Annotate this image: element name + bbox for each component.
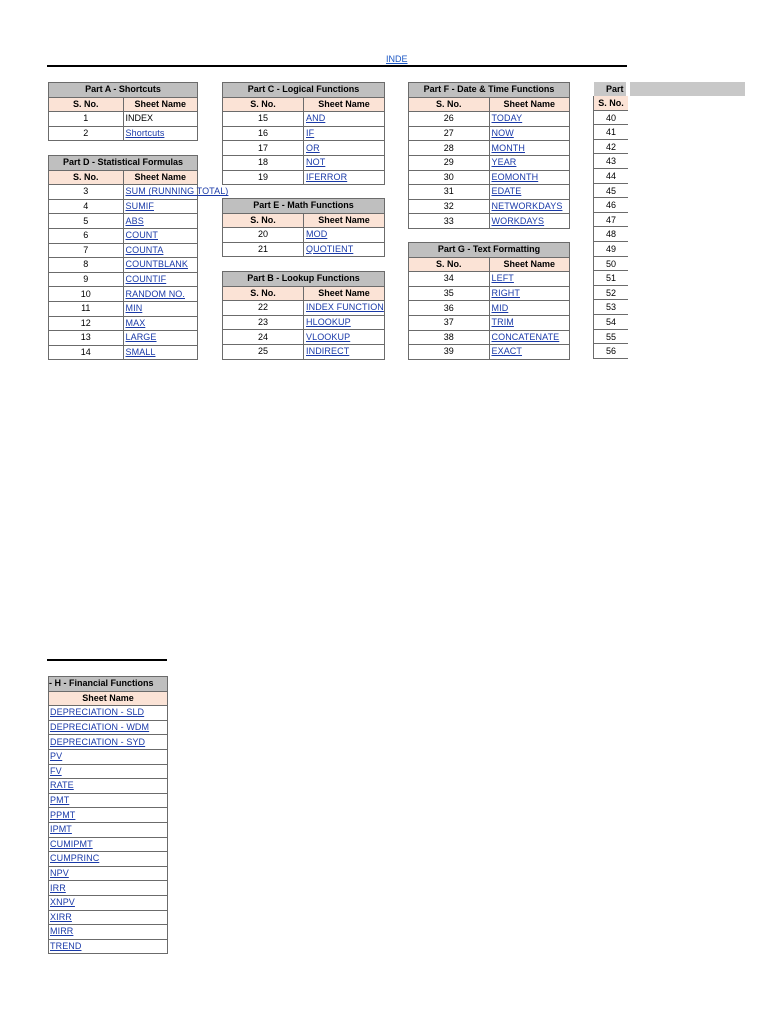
table-header-row [223,213,385,228]
table-row [223,170,385,185]
sheet-name-header: Sheet Name [123,97,198,112]
sno-cell: 19 [223,170,304,185]
sno-cell: 23 [223,315,304,330]
sno-header: S. No. [49,97,124,112]
sno-cell: 1 [49,112,124,127]
table-row [49,866,168,881]
table-part-f [408,82,570,229]
table-row [409,345,570,360]
sno-cell: 13 [49,331,124,346]
table-row [223,141,385,156]
sno-cell: 33 [409,214,490,229]
sno-cell: 10 [49,287,124,302]
table-row [223,330,385,345]
sheet-link-indirect[interactable]: INDIRECT [304,344,385,359]
sno-cell: 12 [49,316,124,331]
sno-cell: 22 [223,301,304,316]
table-row [409,301,570,316]
sno-cell: 2 [49,126,124,141]
table-row [49,793,168,808]
table-header-row [409,97,570,112]
sheet-link-abs[interactable]: ABS [123,214,198,229]
sno-header: S. No. [49,170,124,185]
table-title: Part E - Math Functions [223,199,385,214]
sheet-link-small[interactable]: SMALL [123,345,198,360]
table-title: - H - Financial Functions [49,677,168,692]
sheet-link-concatenate[interactable]: CONCATENATE [489,330,570,345]
table-part-d [48,155,229,360]
sno-cell: 7 [49,243,124,258]
table-row [409,199,570,214]
table-title-row [223,199,385,214]
sheet-link-eomonth[interactable]: EOMONTH [489,170,570,185]
table-header-row [223,286,385,301]
sheet-name-header: Sheet Name [123,170,198,185]
sheet-link-mid[interactable]: MID [489,301,570,316]
top-divider [47,65,627,67]
sno-cell: 26 [409,112,490,127]
table-title: Part D - Statistical Formulas [49,156,198,171]
table-row [49,331,198,346]
sheet-link-counta[interactable]: COUNTA [123,243,198,258]
table-row [49,287,198,302]
table-row [49,735,168,750]
sheet-link-cumipmt[interactable]: CUMIPMT [49,837,168,852]
sheet-link-workdays[interactable]: WORKDAYS [489,214,570,229]
sheet-link-vlookup[interactable]: VLOOKUP [304,330,385,345]
table-row [49,764,168,779]
table-part-h [48,676,168,954]
sno-header: S. No. [223,286,304,301]
partial-sno-column [593,96,628,359]
table-row [49,808,168,823]
sheet-link-xirr[interactable]: XIRR [49,910,168,925]
table-row [49,272,198,287]
sheet-link-exact[interactable]: EXACT [489,345,570,360]
sno-cell: 8 [49,258,124,273]
sno-cell: 49 [594,242,628,257]
table-row [49,126,198,141]
sno-cell: 6 [49,228,124,243]
sheet-link-or[interactable]: OR [304,141,385,156]
sno-cell: 14 [49,345,124,360]
sno-cell: 5 [49,214,124,229]
sno-cell: 37 [409,315,490,330]
sno-cell: 20 [223,228,304,243]
table-title-row [49,677,168,692]
table-row [409,185,570,200]
sheet-link-not[interactable]: NOT [304,155,385,170]
table-part-g [408,242,570,360]
sno-cell: 54 [594,315,628,330]
table-row [223,315,385,330]
sno-header: S. No. [223,97,304,112]
table-row [49,301,198,316]
table-title-row [49,83,198,98]
sheet-link-rate[interactable]: RATE [49,779,168,794]
sheet-link-index-function[interactable]: INDEX FUNCTION [304,301,385,316]
sheet-link-ppmt[interactable]: PPMT [49,808,168,823]
table-row [49,185,198,200]
sheet-link-depreciation-syd[interactable]: DEPRECIATION - SYD [49,735,168,750]
table-row [409,330,570,345]
table-row [409,214,570,229]
table-row [49,199,198,214]
table-row [223,242,385,257]
sheet-name-header: Sheet Name [489,97,570,112]
sno-cell: 42 [594,140,628,155]
sheet-link-hlookup[interactable]: HLOOKUP [304,315,385,330]
sno-cell: 9 [49,272,124,287]
sno-cell: 41 [594,125,628,140]
sheet-name-header: Sheet Name [304,286,385,301]
table-row [49,112,198,127]
table-row [49,895,168,910]
table-header-row [223,97,385,112]
sno-cell: 28 [409,141,490,156]
table-row [409,170,570,185]
table-row [409,141,570,156]
sno-cell: 24 [223,330,304,345]
table-row [409,315,570,330]
sheet-link-sum-running-total[interactable]: SUM (RUNNING TOTAL) [123,185,198,200]
table-row [49,214,198,229]
sno-cell: 4 [49,199,124,214]
table-row [49,925,168,940]
sheet-link-max[interactable]: MAX [123,316,198,331]
sheet-link-npv[interactable]: NPV [49,866,168,881]
sheet-link-large[interactable]: LARGE [123,331,198,346]
table-title: Part C - Logical Functions [223,83,385,98]
table-title-row [223,272,385,287]
sheet-link-index: INDEX [123,112,198,127]
sheet-link-irr[interactable]: IRR [49,881,168,896]
table-row [223,301,385,316]
table-row [49,910,168,925]
sno-header: S. No. [409,97,490,112]
sheet-link-left[interactable]: LEFT [489,272,570,287]
table-row [409,272,570,287]
sno-cell: 16 [223,126,304,141]
table-row [49,720,168,735]
sheet-link-right[interactable]: RIGHT [489,286,570,301]
sheet-name-header: Sheet Name [304,97,385,112]
table-part-b [222,271,385,360]
table-row [49,228,198,243]
table-row [223,228,385,243]
sno-cell: 44 [594,169,628,184]
table-row [223,126,385,141]
right-gray-strip [630,82,745,96]
sno-cell: 56 [594,344,628,359]
table-row [49,316,198,331]
partial-part-title: Part [594,82,626,96]
table-part-c [222,82,385,185]
sno-cell: 21 [223,242,304,257]
table-title-row [49,156,198,171]
table-row [409,155,570,170]
table-row [49,939,168,954]
sno-cell: 45 [594,184,628,199]
sheet-link-trend[interactable]: TREND [49,939,168,954]
table-title: Part G - Text Formatting [409,243,570,258]
sheet-link-count[interactable]: COUNT [123,228,198,243]
sno-cell: 43 [594,154,628,169]
sheet-link-and[interactable]: AND [304,112,385,127]
sno-cell: 40 [594,111,628,126]
table-row [49,837,168,852]
sno-cell: 34 [409,272,490,287]
table-row [49,779,168,794]
table-row [223,344,385,359]
table-row [409,112,570,127]
sheet-link-random-no[interactable]: RANDOM NO. [123,287,198,302]
sno-cell: 50 [594,257,628,272]
sno-cell: 27 [409,126,490,141]
table-part-a [48,82,198,141]
sno-header: S. No. [594,96,628,111]
part-h-divider [47,659,167,661]
sheet-link-depreciation-wdm[interactable]: DEPRECIATION - WDM [49,720,168,735]
sno-cell: 30 [409,170,490,185]
sheet-link-month[interactable]: MONTH [489,141,570,156]
sheet-link-depreciation-sld[interactable]: DEPRECIATION - SLD [49,706,168,721]
sheet-link-year[interactable]: YEAR [489,155,570,170]
sno-cell: 32 [409,199,490,214]
sheet-link-countblank[interactable]: COUNTBLANK [123,258,198,273]
page-title-link[interactable]: INDE [386,54,408,64]
sheet-link-cumprinc[interactable]: CUMPRINC [49,852,168,867]
sheet-link-edate[interactable]: EDATE [489,185,570,200]
table-row [49,881,168,896]
table-row [49,243,198,258]
table-title: Part A - Shortcuts [49,83,198,98]
sno-cell: 47 [594,213,628,228]
sheet-name-header: Sheet Name [304,213,385,228]
table-row [223,112,385,127]
table-row [49,706,168,721]
table-row [49,749,168,764]
table-header-row [409,257,570,272]
sheet-link-quotient[interactable]: QUOTIENT [304,242,385,257]
sno-cell: 38 [409,330,490,345]
sheet-link-pv[interactable]: PV [49,749,168,764]
sheet-link-iferror[interactable]: IFERROR [304,170,385,185]
sno-cell: 46 [594,198,628,213]
table-row [223,155,385,170]
sheet-link-pmt[interactable]: PMT [49,793,168,808]
sheet-link-today[interactable]: TODAY [489,112,570,127]
table-row [49,258,198,273]
table-row [49,852,168,867]
sno-cell: 48 [594,227,628,242]
table-title-row [409,83,570,98]
sno-cell: 11 [49,301,124,316]
sno-cell: 15 [223,112,304,127]
sno-cell: 55 [594,330,628,345]
sheet-name-header: Sheet Name [49,691,168,706]
table-title: Part F - Date & Time Functions [409,83,570,98]
table-row [49,345,198,360]
sno-cell: 36 [409,301,490,316]
table-title-row [223,83,385,98]
sno-cell: 39 [409,345,490,360]
sno-cell: 29 [409,155,490,170]
sno-cell: 35 [409,286,490,301]
table-header-row [49,97,198,112]
sheet-link-xnpv[interactable]: XNPV [49,895,168,910]
sno-cell: 51 [594,271,628,286]
sheet-link-networkdays[interactable]: NETWORKDAYS [489,199,570,214]
sheet-link-mod[interactable]: MOD [304,228,385,243]
sno-cell: 17 [223,141,304,156]
sheet-link-countif[interactable]: COUNTIF [123,272,198,287]
sno-header: S. No. [409,257,490,272]
sno-header: S. No. [223,213,304,228]
sno-cell: 52 [594,286,628,301]
table-title: Part B - Lookup Functions [223,272,385,287]
sno-cell: 25 [223,344,304,359]
sheet-link-min[interactable]: MIN [123,301,198,316]
sno-cell: 18 [223,155,304,170]
sno-cell: 3 [49,185,124,200]
table-header-row [49,170,198,185]
table-row [49,822,168,837]
sno-cell: 31 [409,185,490,200]
sheet-link-if[interactable]: IF [304,126,385,141]
sheet-link-fv[interactable]: FV [49,764,168,779]
table-part-e [222,198,385,257]
table-title-row [409,243,570,258]
sheet-link-now[interactable]: NOW [489,126,570,141]
sheet-link-trim[interactable]: TRIM [489,315,570,330]
sheet-link-sumif[interactable]: SUMIF [123,199,198,214]
sheet-link-mirr[interactable]: MIRR [49,925,168,940]
sno-cell: 53 [594,300,628,315]
sheet-link-ipmt[interactable]: IPMT [49,822,168,837]
table-row [409,126,570,141]
table-row [409,286,570,301]
table-header-row [49,691,168,706]
sheet-name-header: Sheet Name [489,257,570,272]
sheet-link-shortcuts[interactable]: Shortcuts [123,126,198,141]
